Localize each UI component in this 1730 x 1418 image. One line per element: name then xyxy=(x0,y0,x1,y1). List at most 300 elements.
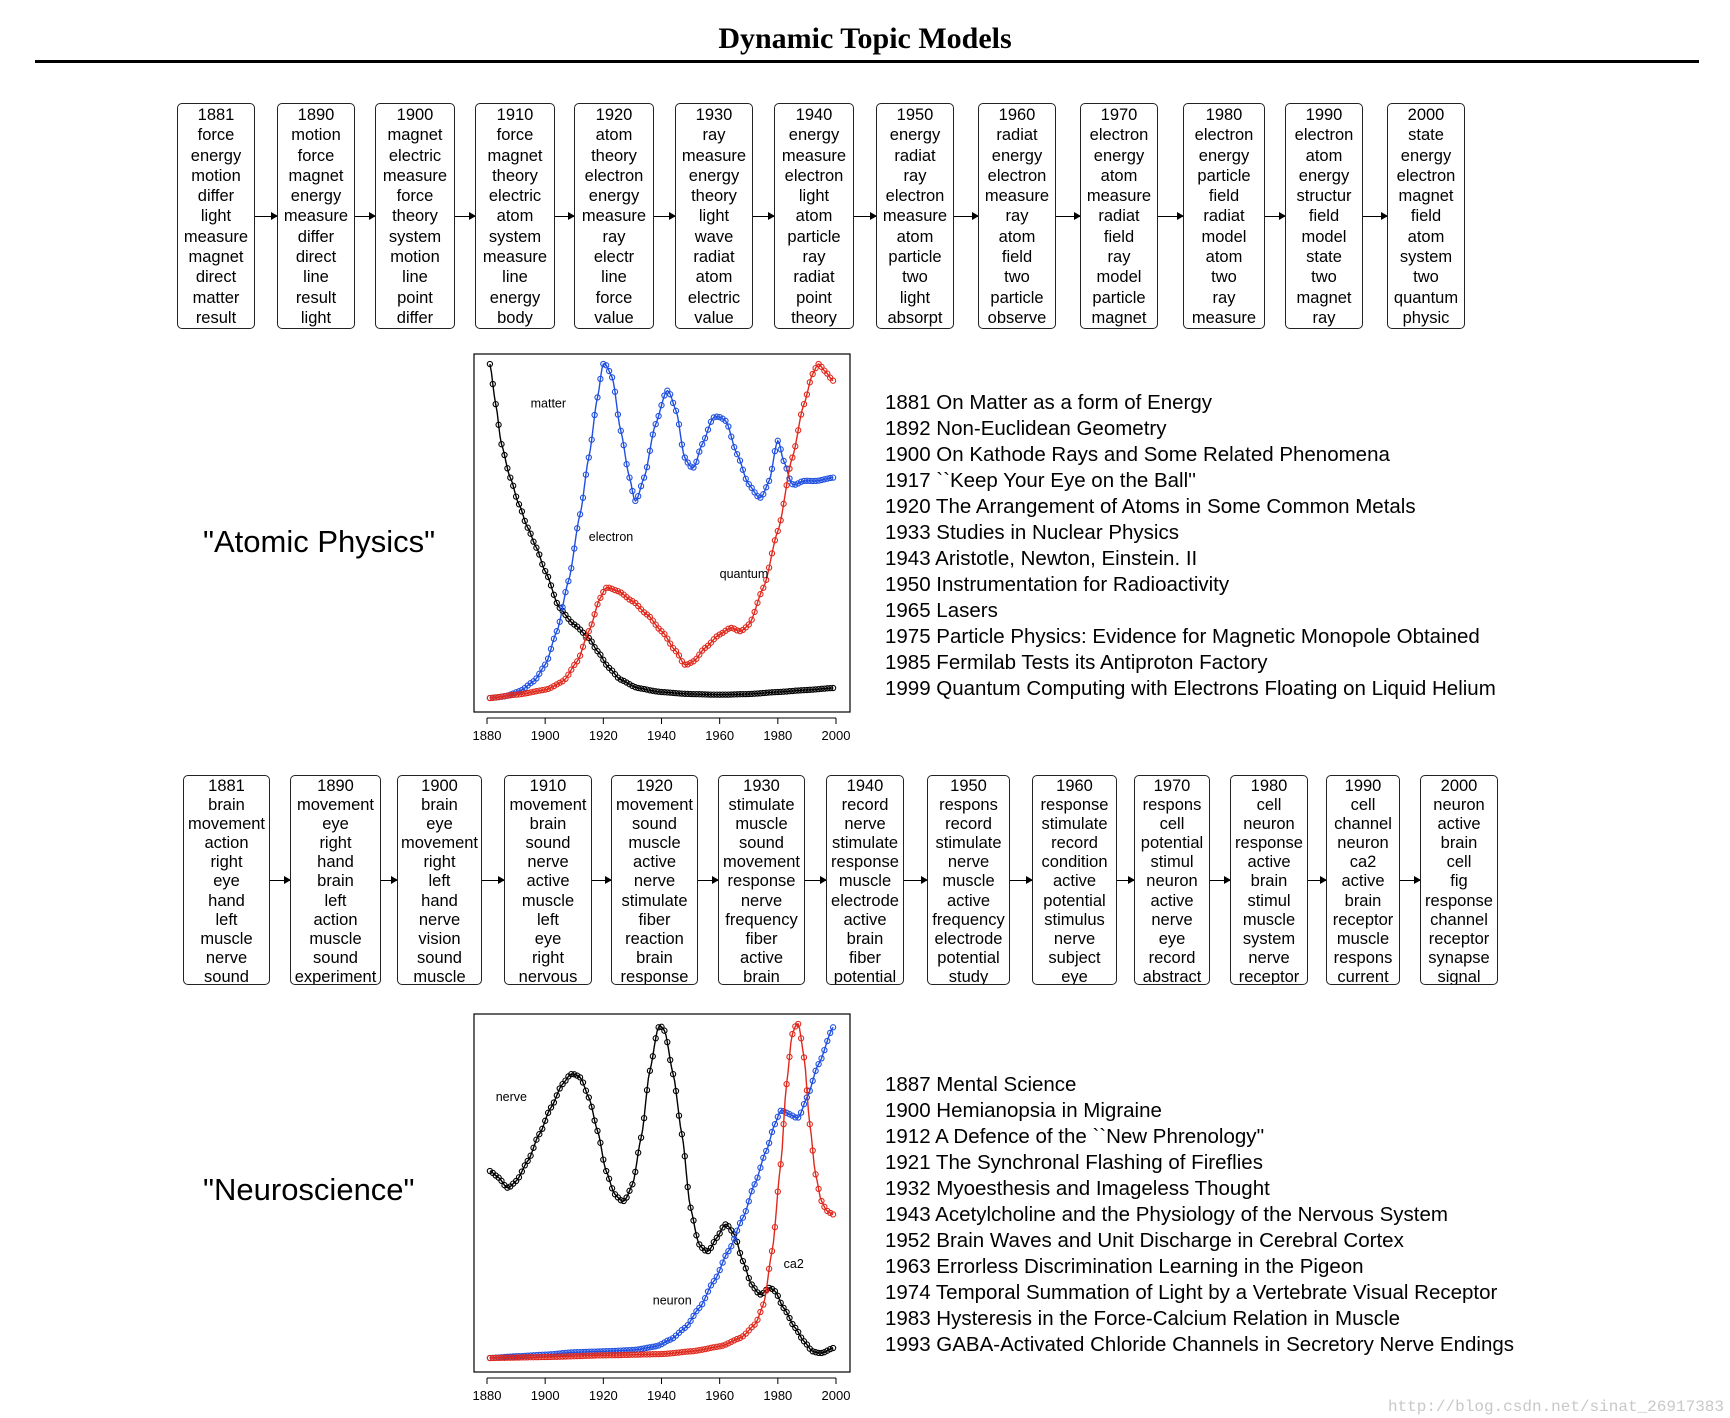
paper-entry: 1917 ``Keep Your Eye on the Ball'' xyxy=(885,469,1196,492)
box-word: action xyxy=(313,910,358,929)
series-point xyxy=(764,1288,769,1293)
series-point xyxy=(781,501,786,506)
box-word: measure xyxy=(984,187,1050,206)
topic-words-box xyxy=(504,775,592,985)
box-word: neuron xyxy=(1243,815,1295,834)
series-point xyxy=(525,525,530,530)
box-word: stimulate xyxy=(1041,815,1108,834)
series-point xyxy=(528,1153,533,1158)
paper-entry: 1975 Particle Physics: Evidence for Magnetic Monopole Obtained xyxy=(885,625,1480,648)
series-point xyxy=(554,600,559,605)
box-year: 1910 xyxy=(529,777,567,795)
box-word: active xyxy=(946,891,991,910)
chain-arrow xyxy=(1117,880,1134,881)
series-point xyxy=(764,1148,769,1153)
series-point xyxy=(621,443,626,448)
box-word: two xyxy=(1413,268,1439,287)
series-point xyxy=(604,363,609,368)
series-point xyxy=(740,467,745,472)
box-word: state xyxy=(1306,248,1342,267)
box-word: point xyxy=(796,288,832,307)
box-word: energy xyxy=(489,288,541,307)
box-word: measure xyxy=(283,207,349,226)
box-word: muscle xyxy=(200,929,253,948)
series-point xyxy=(548,646,553,651)
series-point xyxy=(694,1233,699,1238)
topic-chain-neuroscience xyxy=(0,775,1730,985)
series-line-electron xyxy=(490,364,833,698)
series-point xyxy=(598,595,603,600)
series-point xyxy=(644,465,649,470)
series-point xyxy=(801,1055,806,1060)
box-word: value xyxy=(694,308,734,327)
box-year: 1890 xyxy=(297,106,335,124)
chain-arrow xyxy=(753,216,774,217)
series-point xyxy=(578,512,583,517)
series-point xyxy=(528,531,533,536)
chain-arrow xyxy=(482,880,504,881)
topic-words-box xyxy=(826,775,904,985)
topic-words-box xyxy=(574,103,654,329)
box-word: eye xyxy=(1158,929,1186,948)
box-word: fiber xyxy=(638,910,671,929)
box-word: observe xyxy=(987,308,1047,327)
box-word: active xyxy=(1247,853,1291,872)
paper-list-neuroscience xyxy=(885,1072,1514,1358)
box-word: system xyxy=(388,227,442,246)
paper-entry: 1943 Aristotle, Newton, Einstein. II xyxy=(885,547,1198,570)
box-word: nerve xyxy=(1248,948,1290,967)
series-point xyxy=(592,612,597,617)
series-point xyxy=(624,1195,629,1200)
series-point xyxy=(767,1140,772,1145)
topic-trend-chart-neuroscience xyxy=(460,1012,860,1407)
series-label: electron xyxy=(588,530,634,545)
box-word: theory xyxy=(691,187,737,206)
box-word: atom xyxy=(1205,248,1243,267)
box-word: radiat xyxy=(996,126,1038,145)
series-point xyxy=(592,1118,597,1123)
series-point xyxy=(831,685,836,690)
series-point xyxy=(516,1175,521,1180)
box-word: body xyxy=(497,308,533,327)
series-point xyxy=(787,466,792,471)
series-point xyxy=(781,458,786,463)
paper-entry: 1881 On Matter as a form of Energy xyxy=(885,391,1213,414)
box-word: subject xyxy=(1048,948,1101,967)
series-point xyxy=(519,509,524,514)
box-word: system xyxy=(488,227,542,246)
box-word: energy xyxy=(889,126,941,145)
box-word: hand xyxy=(317,853,354,872)
box-word: energy xyxy=(290,187,342,206)
series-point xyxy=(671,1072,676,1077)
series-point xyxy=(691,465,696,470)
box-word: direct xyxy=(295,248,337,267)
box-word: magnet xyxy=(1398,187,1454,206)
box-word: receptor xyxy=(1238,967,1300,985)
box-word: brain xyxy=(846,929,884,948)
box-word: response xyxy=(620,967,689,985)
box-word: particle xyxy=(787,227,841,246)
paper-entry: 1974 Temporal Summation of Light by a Vertebrate Visual Receptor xyxy=(885,1281,1498,1304)
box-word: response xyxy=(1235,834,1303,853)
box-word: muscle xyxy=(521,891,575,910)
box-word: eye xyxy=(426,815,453,834)
series-point xyxy=(737,458,742,463)
box-word: cell xyxy=(1446,853,1472,872)
box-word: two xyxy=(902,268,928,287)
box-word: right xyxy=(210,853,243,872)
box-word: neuron xyxy=(1337,834,1389,853)
series-point xyxy=(534,1137,539,1142)
series-point xyxy=(662,1028,667,1033)
topic-name-atomic-physics: "Atomic Physics" xyxy=(203,524,436,559)
box-word: magnet xyxy=(387,126,443,145)
box-word: radiat xyxy=(894,146,936,165)
box-word: force xyxy=(297,146,335,165)
series-point xyxy=(726,424,731,429)
topic-words-box xyxy=(290,775,381,985)
chain-arrow xyxy=(654,216,675,217)
box-word: radiat xyxy=(693,248,735,267)
chain-arrow xyxy=(1158,216,1183,217)
series-point xyxy=(740,1259,745,1264)
series-label: matter xyxy=(530,396,567,411)
series-point xyxy=(752,1322,757,1327)
box-word: energy xyxy=(788,126,840,145)
box-word: record xyxy=(945,815,992,834)
series-point xyxy=(761,1155,766,1160)
box-word: cell xyxy=(1256,796,1282,815)
series-point xyxy=(543,662,548,667)
box-word: light xyxy=(798,187,830,206)
series-point xyxy=(784,1310,789,1315)
box-word: field xyxy=(1308,207,1340,226)
box-word: reaction xyxy=(625,929,684,948)
box-word: electric xyxy=(687,288,741,307)
series-point xyxy=(665,1040,670,1045)
paper-entry: 1965 Lasers xyxy=(885,599,998,622)
box-year: 1881 xyxy=(197,106,235,124)
series-point xyxy=(746,622,751,627)
box-word: light xyxy=(698,207,730,226)
box-word: current xyxy=(1337,967,1389,985)
series-point xyxy=(772,538,777,543)
topic-words-box xyxy=(1230,775,1308,985)
box-word: receptor xyxy=(1428,929,1490,948)
topic-words-box xyxy=(1285,103,1363,329)
series-point xyxy=(569,667,574,672)
box-word: neuron xyxy=(1146,872,1198,891)
series-point xyxy=(589,437,594,442)
box-word: left xyxy=(536,910,559,929)
series-point xyxy=(775,1114,780,1119)
series-electron xyxy=(487,361,835,700)
series-point xyxy=(554,1093,559,1098)
box-word: force xyxy=(496,126,534,145)
box-word: electric xyxy=(388,146,442,165)
box-word: particle xyxy=(1197,166,1251,185)
box-word: nerve xyxy=(740,891,783,910)
box-word: muscle xyxy=(942,872,995,891)
series-point xyxy=(799,412,804,417)
x-tick-label: 1880 xyxy=(472,1388,502,1403)
box-word: ray xyxy=(903,166,927,185)
paper-entry: 1985 Fermilab Tests its Antiproton Factory xyxy=(885,651,1268,674)
topic-name-neuroscience: "Neuroscience" xyxy=(203,1172,415,1207)
box-word: channel xyxy=(1334,815,1392,834)
topic-words-box xyxy=(375,103,455,329)
box-word: stimulate xyxy=(621,891,688,910)
series-point xyxy=(514,494,519,499)
box-word: active xyxy=(1341,872,1385,891)
series-point xyxy=(610,1186,615,1191)
paper-entry: 1943 Acetylcholine and the Physiology of the Nervous System xyxy=(885,1203,1448,1226)
series-point xyxy=(775,438,780,443)
box-word: stimulate xyxy=(831,834,899,853)
series-point xyxy=(615,412,620,417)
box-word: muscle xyxy=(838,872,892,891)
series-point xyxy=(580,1080,585,1085)
box-word: force xyxy=(197,126,235,145)
series-point xyxy=(522,518,527,523)
box-word: radiat xyxy=(793,268,835,287)
paper-entry: 1892 Non-Euclidean Geometry xyxy=(885,417,1167,440)
box-year: 1900 xyxy=(421,777,458,795)
series-point xyxy=(595,602,600,607)
series-point xyxy=(575,526,580,531)
box-word: motion xyxy=(291,126,341,145)
box-word: experiment xyxy=(294,967,377,985)
series-point xyxy=(569,566,574,571)
series-point xyxy=(496,422,501,427)
box-word: signal xyxy=(1437,967,1481,985)
box-word: wave xyxy=(694,227,734,246)
chain-arrow xyxy=(381,880,397,881)
series-point xyxy=(775,1293,780,1298)
series-point xyxy=(813,1068,818,1073)
box-word: fig xyxy=(1450,872,1468,891)
series-point xyxy=(729,1244,734,1249)
box-word: potential xyxy=(833,967,897,985)
series-point xyxy=(592,412,597,417)
x-tick-label: 2000 xyxy=(821,1388,851,1403)
page-title: Dynamic Topic Models xyxy=(718,22,1012,55)
series-point xyxy=(563,590,568,595)
box-word: system xyxy=(1399,248,1453,267)
box-word: light xyxy=(200,207,232,226)
series-point xyxy=(831,378,836,383)
series-point xyxy=(807,380,812,385)
series-point xyxy=(769,466,774,471)
series-label: nerve xyxy=(495,1089,528,1104)
series-point xyxy=(540,1126,545,1131)
series-point xyxy=(578,653,583,658)
series-point xyxy=(735,452,740,457)
box-word: measure xyxy=(581,207,647,226)
box-word: active xyxy=(1052,872,1097,891)
box-word: energy xyxy=(190,146,242,165)
box-word: frequency xyxy=(725,910,798,929)
series-point xyxy=(598,376,603,381)
series-point xyxy=(688,1318,693,1323)
box-word: movement xyxy=(615,796,694,815)
box-word: nerve xyxy=(1151,910,1193,929)
paper-entry: 1900 Hemianopsia in Migraine xyxy=(885,1099,1162,1122)
plot-frame xyxy=(474,1014,850,1372)
series-point xyxy=(831,1212,836,1217)
box-word: brain xyxy=(1344,891,1382,910)
series-point xyxy=(749,617,754,622)
box-word: sound xyxy=(204,967,249,985)
series-point xyxy=(531,1145,536,1150)
series-point xyxy=(516,502,521,507)
series-point xyxy=(618,428,623,433)
series-point xyxy=(801,1102,806,1107)
series-point xyxy=(586,1095,591,1100)
box-word: potential xyxy=(937,948,1000,967)
box-word: cell xyxy=(1159,815,1185,834)
series-point xyxy=(633,498,638,503)
box-word: respons xyxy=(939,796,998,815)
box-word: energy xyxy=(1093,146,1145,165)
series-point xyxy=(767,1266,772,1271)
series-point xyxy=(691,1218,696,1223)
series-point xyxy=(537,552,542,557)
box-word: state xyxy=(1408,126,1444,145)
box-word: measure xyxy=(183,227,249,246)
box-word: particle xyxy=(990,288,1044,307)
series-point xyxy=(566,672,571,677)
topic-words-box xyxy=(1420,775,1498,985)
box-year: 1960 xyxy=(1056,777,1093,795)
topic-words-box xyxy=(675,103,753,329)
box-year: 1980 xyxy=(1205,106,1243,124)
paper-entry: 1933 Studies in Nuclear Physics xyxy=(885,521,1179,544)
box-word: atom xyxy=(1407,227,1445,246)
box-word: synapse xyxy=(1428,948,1490,967)
box-word: physic xyxy=(1402,308,1450,327)
box-word: left xyxy=(324,891,347,910)
chain-arrow xyxy=(1363,216,1387,217)
box-word: energy xyxy=(688,166,740,185)
box-word: movement xyxy=(400,834,479,853)
series-point xyxy=(705,1289,710,1294)
series-point xyxy=(831,475,836,480)
box-word: sound xyxy=(313,948,358,967)
series-point xyxy=(758,592,763,597)
series-point xyxy=(662,393,667,398)
series-point xyxy=(729,434,734,439)
box-word: atom xyxy=(998,227,1036,246)
series-point xyxy=(487,361,492,366)
box-word: sound xyxy=(632,815,677,834)
series-point xyxy=(758,1309,763,1314)
series-point xyxy=(819,1198,824,1203)
series-point xyxy=(557,619,562,624)
chain-arrow xyxy=(255,216,277,217)
paper-entry: 1993 GABA-Activated Chloride Channels in Secretory Nerve Endings xyxy=(885,1333,1514,1356)
box-word: active xyxy=(526,872,570,891)
box-word: energy xyxy=(1400,146,1452,165)
watermark-text: http://blog.csdn.net/sinat_26917383 xyxy=(1387,1398,1724,1416)
series-point xyxy=(560,605,565,610)
paper-entry: 1932 Myoesthesis and Imageless Thought xyxy=(885,1177,1270,1200)
box-word: muscle xyxy=(1242,910,1296,929)
box-word: model xyxy=(1301,227,1347,246)
box-word: measure xyxy=(882,207,948,226)
box-word: fiber xyxy=(745,929,778,948)
box-word: two xyxy=(1004,268,1030,287)
box-word: electric xyxy=(488,187,542,206)
box-word: light xyxy=(300,308,332,327)
box-word: electron xyxy=(885,187,945,206)
series-point xyxy=(583,1088,588,1093)
box-year: 1940 xyxy=(846,777,884,795)
box-year: 1950 xyxy=(950,777,987,795)
series-point xyxy=(703,1296,708,1301)
box-word: differ xyxy=(197,187,235,206)
series-point xyxy=(534,545,539,550)
topic-words-box xyxy=(927,775,1010,985)
series-point xyxy=(761,1302,766,1307)
x-tick-label: 1920 xyxy=(588,728,618,743)
chain-arrow xyxy=(355,216,375,217)
series-point xyxy=(761,585,766,590)
box-word: potential xyxy=(1043,891,1106,910)
series-point xyxy=(726,1249,731,1254)
title-rule xyxy=(35,60,1699,63)
series-point xyxy=(642,1116,647,1121)
series-point xyxy=(816,1062,821,1067)
series-point xyxy=(796,428,801,433)
series-point xyxy=(688,1205,693,1210)
box-word: muscle xyxy=(309,929,362,948)
series-point xyxy=(796,1115,801,1120)
series-point xyxy=(642,475,647,480)
topic-words-box xyxy=(1326,775,1400,985)
box-word: measure xyxy=(681,146,747,165)
box-word: vision xyxy=(418,929,461,948)
series-point xyxy=(799,1036,804,1041)
box-word: record xyxy=(1148,948,1196,967)
box-word: sound xyxy=(525,834,571,853)
box-word: active xyxy=(1437,815,1481,834)
series-point xyxy=(676,422,681,427)
box-word: fiber xyxy=(848,948,882,967)
paper-entry: 1920 The Arrangement of Atoms in Some Common Metals xyxy=(885,495,1416,518)
series-point xyxy=(627,475,632,480)
box-word: right xyxy=(319,834,352,853)
series-point xyxy=(644,1088,649,1093)
series-point xyxy=(499,442,504,447)
series-point xyxy=(540,562,545,567)
series-point xyxy=(566,579,571,584)
x-tick-label: 1980 xyxy=(763,1388,793,1403)
topic-words-box xyxy=(475,103,555,329)
x-tick-label: 1980 xyxy=(763,728,793,743)
series-point xyxy=(772,1122,777,1127)
box-year: 2000 xyxy=(1440,777,1478,795)
series-point xyxy=(493,402,498,407)
series-point xyxy=(831,1345,836,1350)
box-word: model xyxy=(1201,227,1247,246)
series-quantum xyxy=(487,361,835,700)
box-word: nervous xyxy=(518,967,578,985)
x-tick-label: 1900 xyxy=(530,1388,560,1403)
box-word: right xyxy=(531,948,565,967)
